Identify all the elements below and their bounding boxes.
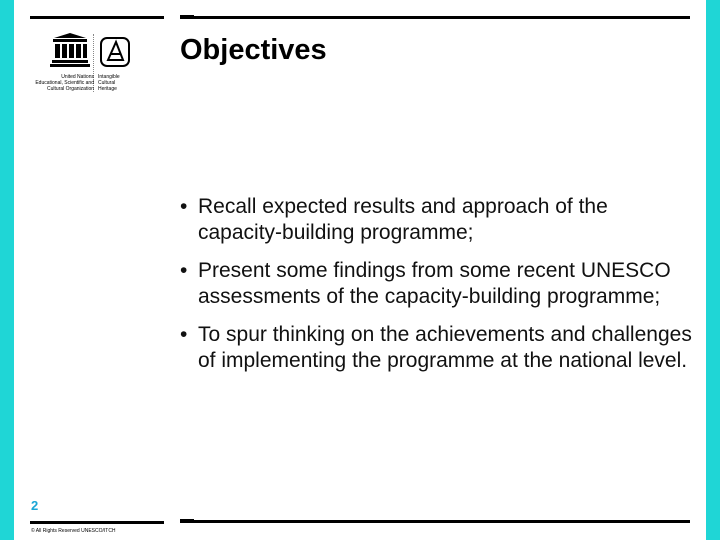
list-item: • Present some findings from some recent UNESCO assessments of the capacity-building programme; bbox=[180, 259, 671, 308]
heritage-emblem-icon bbox=[101, 38, 129, 66]
objectives-list bbox=[176, 194, 696, 386]
page-number: 2 bbox=[31, 498, 39, 513]
unesco-temple-icon bbox=[30, 32, 160, 76]
top-left-rule bbox=[30, 16, 164, 19]
unesco-name: United Nations Educational, Scientific and Cultural Organization bbox=[35, 74, 94, 92]
bullet-icon: • bbox=[180, 323, 188, 346]
list-item: • To spur thinking on the achievements and challenges of implementing the programme at the national level. bbox=[180, 323, 692, 372]
bottom-right-rule bbox=[180, 520, 690, 523]
slide-title: Objectives bbox=[180, 34, 327, 66]
list-item: • Recall expected results and approach of the capacity-building programme; bbox=[180, 195, 608, 244]
copyright-notice: © All Rights Reserved UNESCO/ITCH bbox=[31, 528, 116, 534]
top-right-rule bbox=[180, 16, 690, 19]
bullet-icon: • bbox=[180, 195, 188, 218]
right-accent-bar bbox=[706, 0, 720, 540]
bullet-icon: • bbox=[180, 259, 188, 282]
left-accent-bar bbox=[0, 0, 14, 540]
unesco-logo bbox=[30, 32, 160, 94]
bottom-left-rule bbox=[30, 521, 164, 524]
heritage-name: Intangible Cultural Heritage bbox=[98, 74, 120, 92]
